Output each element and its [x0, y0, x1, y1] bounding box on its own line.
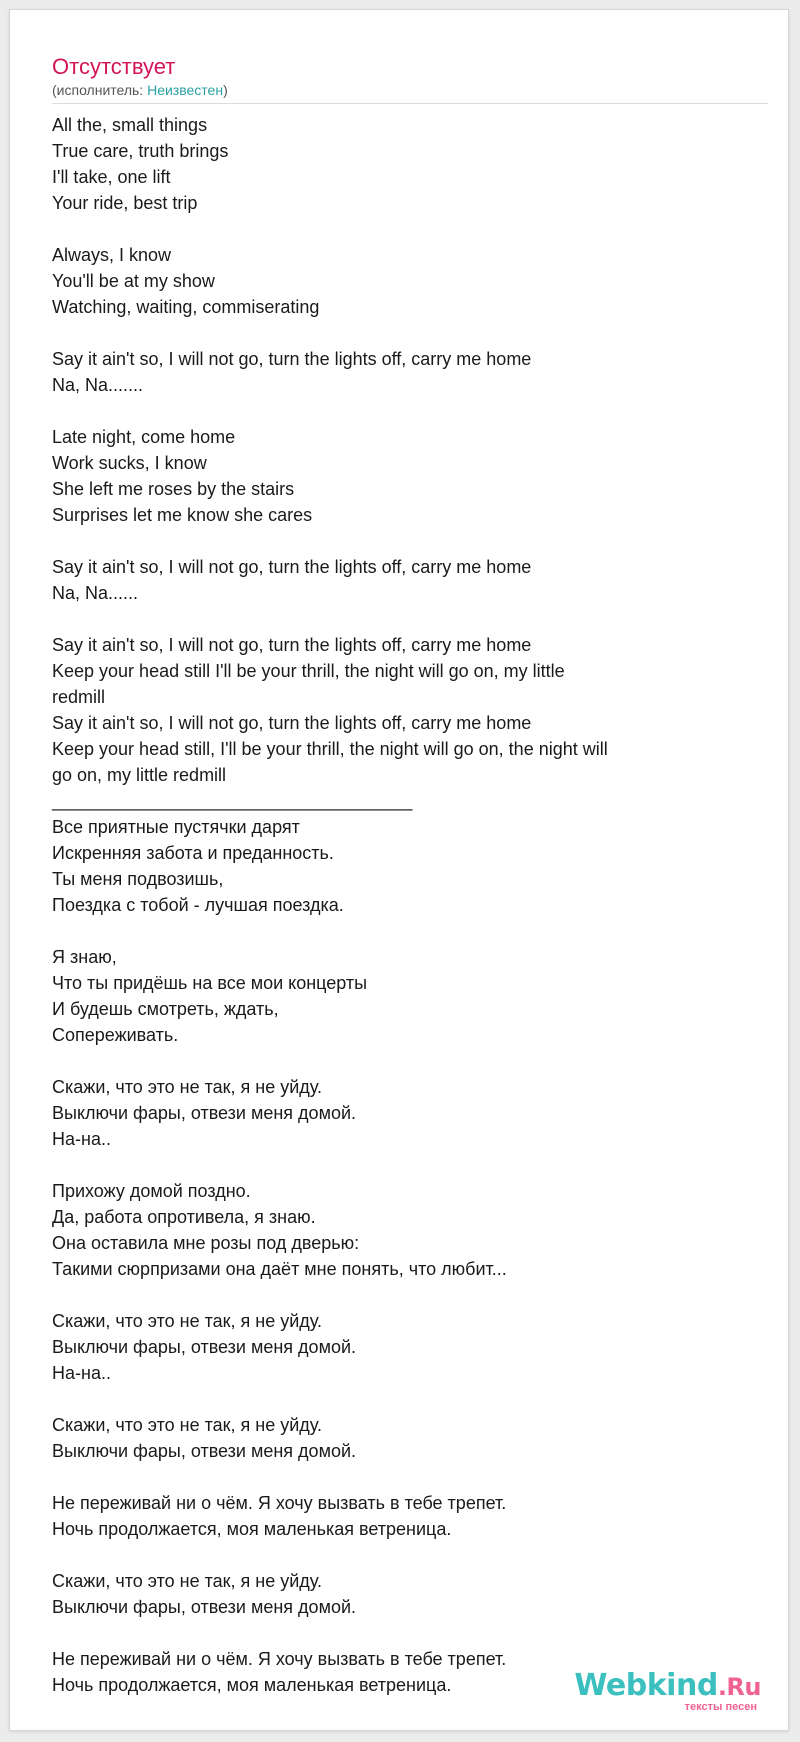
lyric-line: Скажи, что это не так, я не уйду. [52, 1415, 322, 1435]
lyric-line: Такими сюрпризами она даёт мне понять, что любит... [52, 1259, 507, 1279]
lyric-line: True care, truth brings [52, 141, 229, 161]
lyric-line: Late night, come home [52, 427, 236, 447]
lyric-line: I'll take, one lift [52, 167, 171, 187]
lyric-blank-line [52, 1386, 772, 1412]
lyric-line: Прихожу домой поздно. [52, 1181, 251, 1201]
lyric-line: Surprises let me know she cares [52, 505, 313, 525]
lyric-blank-line [52, 918, 772, 944]
lyric-line: Ночь продолжается, моя маленькая ветреница. [52, 1675, 452, 1695]
logo-tld: .Ru [717, 1673, 761, 1701]
lyric-line: Не переживай ни о чём. Я хочу вызвать в тебе трепет. [52, 1493, 507, 1513]
lyric-line: All the, small things [52, 115, 208, 135]
lyric-line: Na, Na....... [52, 375, 144, 395]
lyric-line: Na, Na...... [52, 583, 139, 603]
lyric-line: Искренняя забота и преданность. [52, 843, 334, 863]
lyric-line: Скажи, что это не так, я не уйду. [52, 1311, 322, 1331]
logo-wordmark [574, 1670, 761, 1703]
lyric-blank-line [52, 1282, 772, 1308]
lyric-blank-line [52, 606, 772, 632]
lyric-line: Выключи фары, отвези меня домой. [52, 1337, 357, 1357]
lyric-line: She left me roses by the stairs [52, 479, 295, 499]
header-divider [52, 103, 768, 104]
lyric-blank-line [52, 1542, 772, 1568]
lyric-line: На-на.. [52, 1129, 111, 1149]
lyric-line: Скажи, что это не так, я не уйду. [52, 1571, 322, 1591]
lyric-line: Keep your head still I'll be your thrill, the night will go on, my little [52, 661, 565, 681]
lyric-line: You'll be at my show [52, 271, 215, 291]
lyric-line: Keep your head still, I'll be your thrill, the night will go on, the night will [52, 739, 608, 759]
lyrics-content [52, 54, 772, 1698]
lyric-line: Say it ain't so, I will not go, turn the lights off, carry me home [52, 349, 532, 369]
webkind-logo[interactable] [574, 1670, 761, 1713]
lyric-line: На-на.. [52, 1363, 111, 1383]
song-title: Отсутствует [52, 54, 176, 79]
lyric-blank-line [52, 528, 772, 554]
artist-prefix: (исполнитель: [52, 82, 148, 98]
lyric-line: Выключи фары, отвези меня домой. [52, 1441, 357, 1461]
lyric-line: Work sucks, I know [52, 453, 207, 473]
lyric-blank-line [52, 320, 772, 346]
lyric-blank-line [52, 1048, 772, 1074]
lyric-line: Не переживай ни о чём. Я хочу вызвать в тебе трепет. [52, 1649, 507, 1669]
lyric-blank-line [52, 398, 772, 424]
lyric-line: Watching, waiting, commiserating [52, 297, 320, 317]
lyric-line: Выключи фары, отвези меня домой. [52, 1103, 357, 1123]
lyric-line: Ночь продолжается, моя маленькая ветреница. [52, 1519, 452, 1539]
lyrics-sheet [9, 9, 789, 1731]
logo-tagline: тексты песен [684, 1701, 757, 1713]
lyrics-separator: ____________________________________ [52, 791, 413, 811]
lyric-blank-line [52, 1464, 772, 1490]
lyric-line: Say it ain't so, I will not go, turn the lights off, carry me home [52, 635, 532, 655]
lyric-line: Always, I know [52, 245, 172, 265]
lyric-line: Выключи фары, отвези меня домой. [52, 1597, 357, 1617]
lyric-line: Your ride, best trip [52, 193, 198, 213]
lyric-blank-line [52, 1152, 772, 1178]
artist-line [52, 81, 772, 99]
lyric-blank-line [52, 216, 772, 242]
lyric-line: Все приятные пустячки дарят [52, 817, 300, 837]
lyric-line: redmill [52, 687, 106, 707]
lyric-blank-line [52, 1620, 772, 1646]
lyric-line: Она оставила мне розы под дверью: [52, 1233, 360, 1253]
lyric-line: Поездка с тобой - лучшая поездка. [52, 895, 344, 915]
lyric-line: Сопереживать. [52, 1025, 179, 1045]
artist-suffix: ) [223, 82, 228, 98]
logo-brand: Webkind [574, 1668, 718, 1703]
lyric-line: Я знаю, [52, 947, 117, 967]
lyric-line: Да, работа опротивела, я знаю. [52, 1207, 316, 1227]
lyric-line: Ты меня подвозишь, [52, 869, 224, 889]
lyric-line: Скажи, что это не так, я не уйду. [52, 1077, 322, 1097]
artist-link[interactable]: Неизвестен [147, 82, 224, 98]
lyrics-body [52, 112, 772, 1698]
lyric-line: go on, my little redmill [52, 765, 227, 785]
lyric-line: Say it ain't so, I will not go, turn the lights off, carry me home [52, 713, 532, 733]
lyric-line: Say it ain't so, I will not go, turn the lights off, carry me home [52, 557, 532, 577]
lyric-line: И будешь смотреть, ждать, [52, 999, 279, 1019]
lyric-line: Что ты придёшь на все мои концерты [52, 973, 368, 993]
